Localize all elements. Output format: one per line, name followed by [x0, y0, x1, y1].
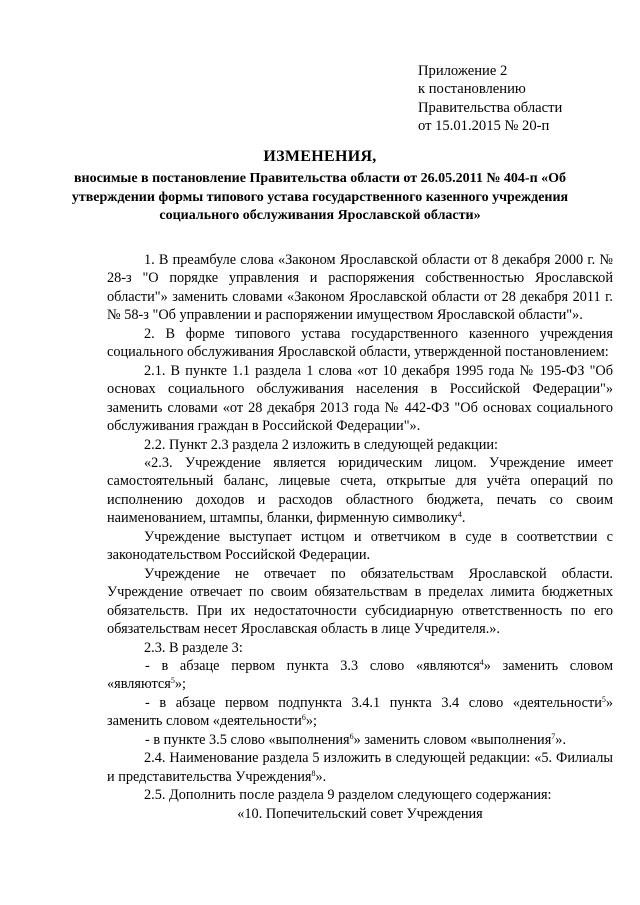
appendix-line-4: от 15.01.2015 № 20-п	[418, 118, 550, 135]
footnote-ref: 4	[479, 657, 484, 667]
footnote-ref: 4	[457, 510, 462, 520]
paragraph-2-1: 2.1. В пункте 1.1 раздела 1 слова «от 10 декабря 1995 года № 195-ФЗ "Об основах социального обслуживания населения в Российской Федерации"» заменить словами «от 28 декабря 2013 года № 442-ФЗ "Об основах социального обслуживания граждан в Российской Федерации"».	[107, 362, 613, 435]
bullet-2-b: » заменить словом «деятельности	[107, 694, 613, 730]
quote-a-text: «2.3. Учреждение является юридическим лицом. Учреждение имеет самостоятельный баланс, лицевые счета, открытые для учёта операций по исполнению доходов и расходов областного бюджета, печать со своим наименованием, штампы, бланки, фирменную символику	[107, 454, 613, 527]
paragraph-2-4-a: 2.4. Наименование раздела 5 изложить в следующей редакции: «5. Филиалы и представительства Учреждения	[107, 750, 613, 785]
bullet-3-a: - в пункте 3.5 слово «выполнения	[145, 731, 350, 748]
bullet-1-c: »;	[174, 676, 186, 693]
footnote-ref: 5	[170, 676, 175, 686]
section-10-heading: «10. Попечительский совет Учреждения	[237, 805, 483, 822]
appendix-header	[418, 62, 562, 136]
document-subtitle: вносимые в постановление Правительства области от 26.05.2011 № 404-п «Об утверждении формы типового устава государственного казенного учреждения социального обслуживания Ярославской области»	[71, 171, 569, 223]
bullet-1-b: » заменить словом «являются	[107, 657, 613, 693]
bullet-1	[107, 657, 613, 694]
paragraph-2-3-quote-a	[107, 454, 613, 528]
footnote-ref: 7	[551, 731, 556, 741]
bullet-1-a: - в абзаце первом пункта 3.3 слово «являются	[145, 657, 480, 674]
footnote-ref: 5	[601, 694, 606, 704]
appendix-line-3: Правительства области	[418, 99, 563, 116]
footnote-ref: 6	[349, 731, 354, 741]
bullet-3	[107, 731, 613, 749]
paragraph-2-4-b: ».	[315, 768, 327, 785]
paragraph-2-3-quote-b: Учреждение выступает истцом и ответчиком в суде в соответствии с законодательством Российской Федерации.	[107, 528, 613, 564]
bullet-2-a: - в абзаце первом подпункта 3.4.1 пункта 3.4 слово «деятельности	[145, 694, 602, 711]
footnote-ref: 6	[301, 713, 306, 723]
paragraph-1: 1. В преамбуле слова «Законом Ярославской области от 8 декабря 2000 г. № 28-з "О порядке управления и распоряжения собственностью Ярославской области"» заменить словами «Законом Ярославской области от 28 декабря 2011 г. № 58-з "Об управлении и распоряжении имуществом Ярославской области"».	[107, 252, 613, 324]
paragraph-2-5: 2.5. Дополнить после раздела 9 разделом следующего содержания:	[144, 787, 552, 804]
paragraph-2-3-quote-c: Учреждение не отвечает по обязательствам Ярославской области. Учреждение отвечает по своим обязательствам в пределах лимита бюджетных обязательств. При их недостаточности субсидиарную ответственность по его обязательствам несет Ярославская область в лице Учредителя.».	[107, 565, 613, 638]
document-heading: ИЗМЕНЕНИЯ,	[263, 148, 377, 165]
footnote-ref: 8	[311, 768, 316, 778]
bullet-2	[107, 694, 613, 731]
paragraph-2: 2. В форме типового устава государственного казенного учреждения социального обслуживания Ярославской области, утвержденной постановлением:	[107, 325, 613, 361]
paragraph-2-2: 2.2. Пункт 2.3 раздела 2 изложить в следующей редакции:	[144, 436, 498, 453]
quote-a-end: .	[461, 510, 466, 527]
appendix-line-2: к постановлению	[418, 81, 526, 98]
paragraph-2-4	[107, 749, 613, 786]
bullet-3-c: ».	[555, 731, 567, 748]
bullet-3-b: » заменить словом «выполнения	[353, 731, 552, 748]
appendix-line-1: Приложение 2	[418, 63, 508, 79]
paragraph-2-3: 2.3. В разделе 3:	[144, 639, 243, 656]
document-body	[107, 251, 613, 823]
bullet-2-c: »;	[305, 713, 317, 730]
